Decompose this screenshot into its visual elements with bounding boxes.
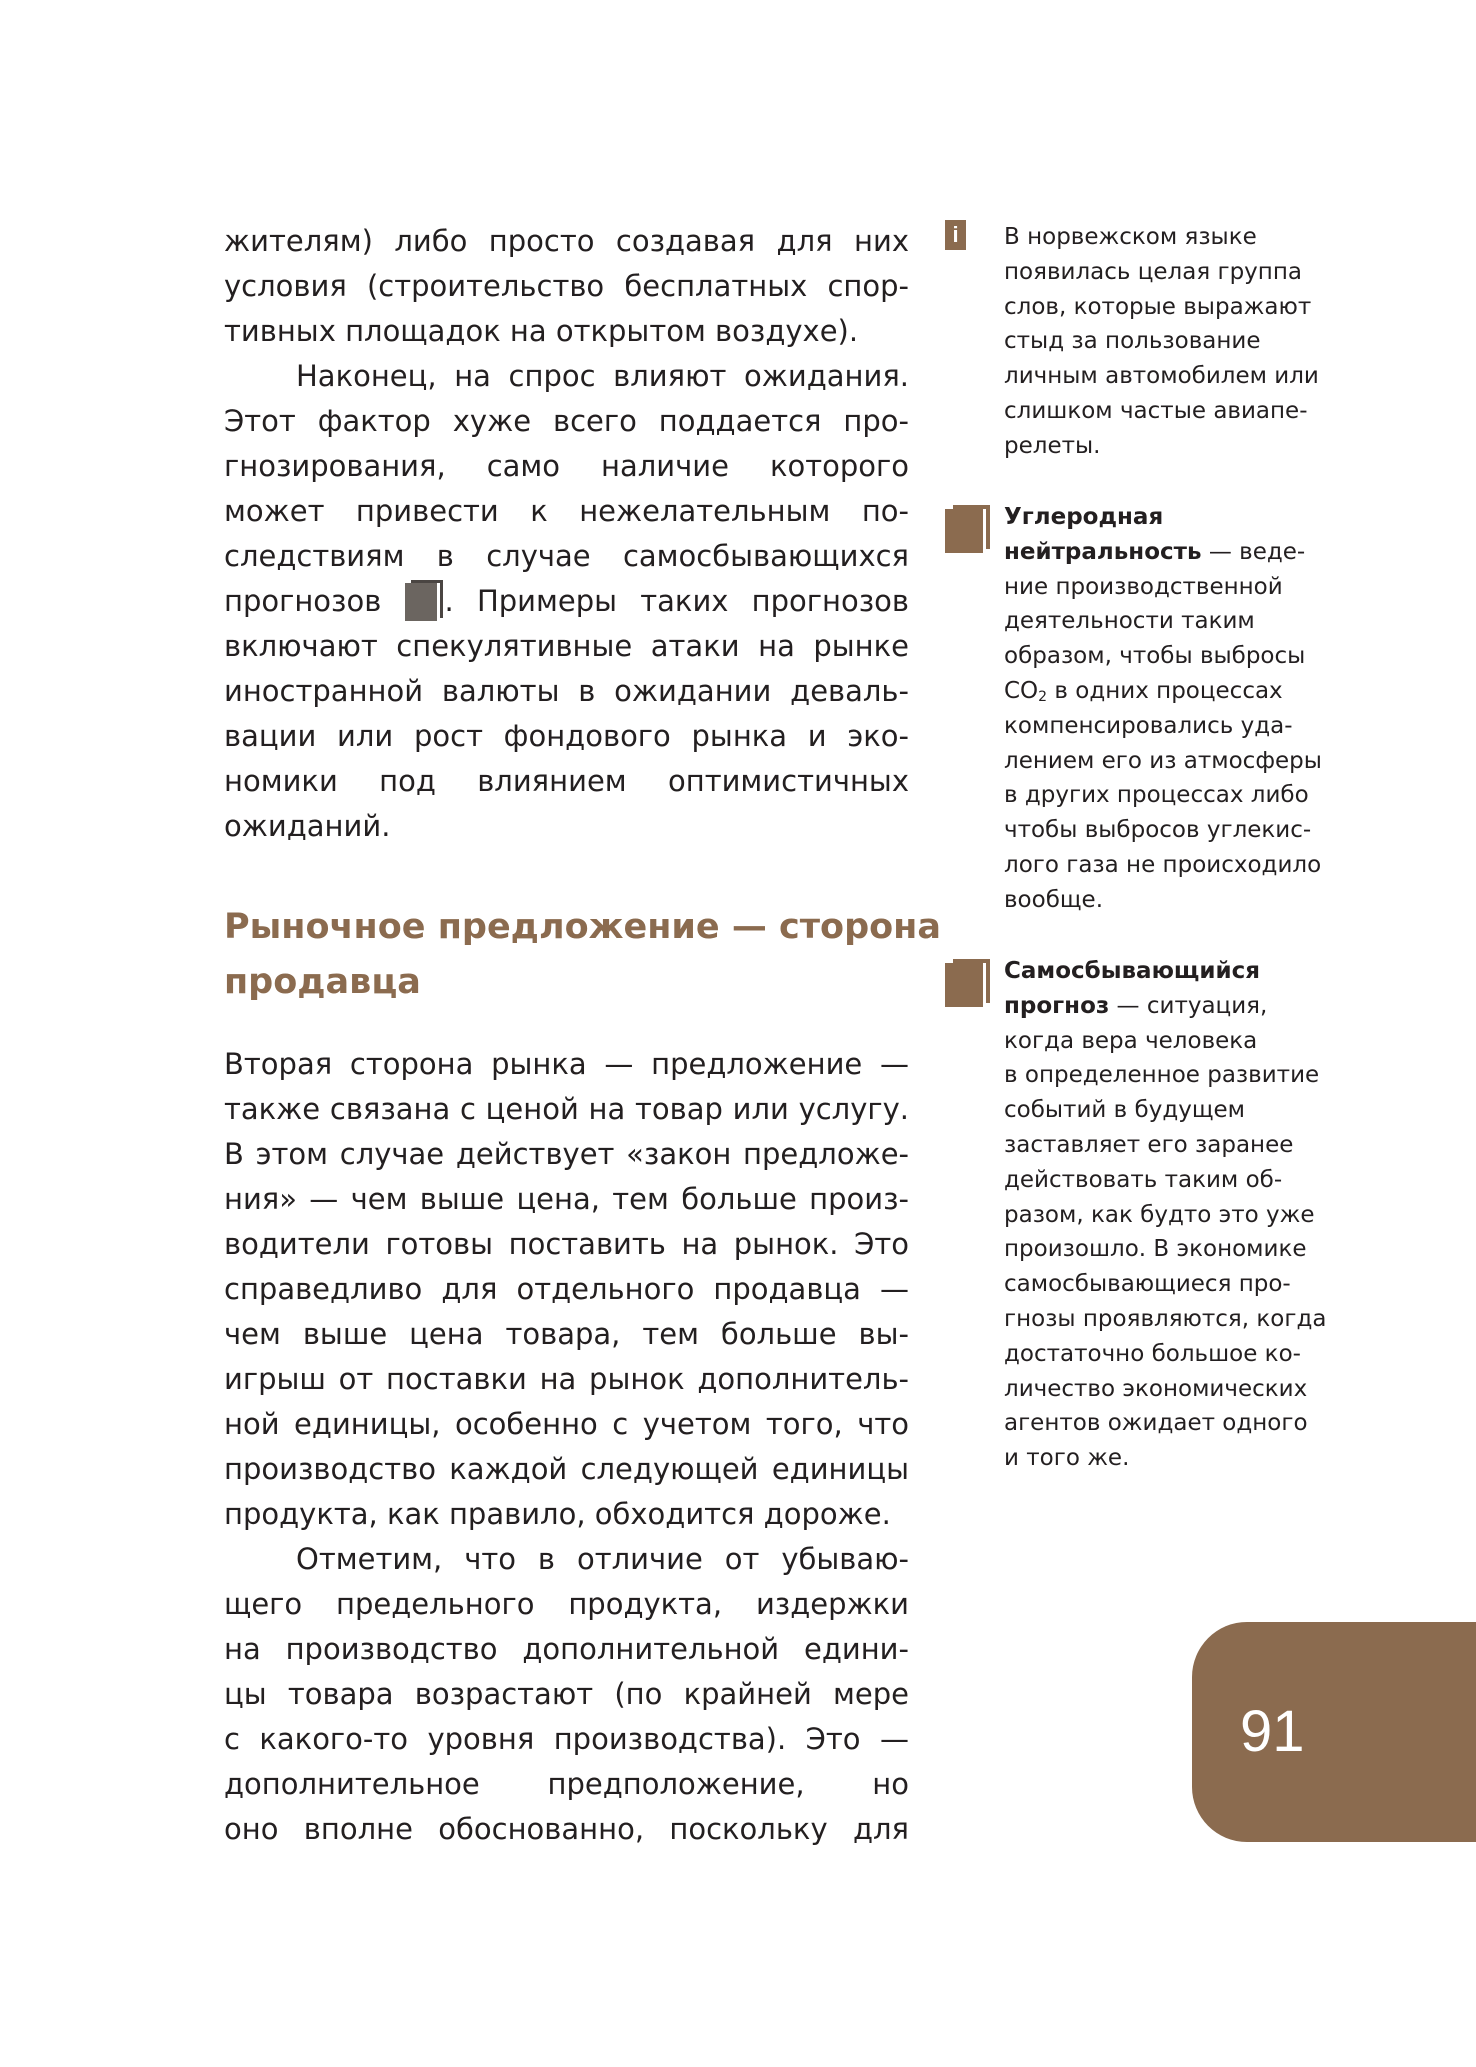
text-segment: чтобы выбросов углекис- (1004, 817, 1312, 844)
sidenote-line (1004, 989, 1354, 1024)
sidenote-line (1004, 1441, 1354, 1476)
sidenote-line (1004, 500, 1354, 535)
sidenote-line (1004, 813, 1354, 848)
section-heading-line: Рыночное предложение — сторона (224, 907, 941, 947)
sidenote-line (1004, 1093, 1354, 1128)
term: нейтральность (1004, 538, 1202, 565)
text-line (224, 1402, 909, 1447)
sidenote-norwegian (1004, 220, 1354, 464)
term: прогноз (1004, 992, 1110, 1019)
text-segment: агентов ожидает одного (1004, 1410, 1308, 1437)
text-segment: деятельности таким (1004, 608, 1255, 635)
text-segment: дополнительное предположение, но (224, 1767, 909, 1801)
text-segment: Этот фактор хуже всего поддается про- (224, 404, 909, 438)
text-segment: действовать таким об- (1004, 1166, 1283, 1193)
text-segment: гнозы проявляются, когда (1004, 1305, 1327, 1332)
subscript: 2 (1038, 688, 1048, 705)
sidenote-line (1004, 1058, 1354, 1093)
text-segment: номики под влиянием оптимистичных (224, 764, 909, 798)
text-line (224, 264, 909, 309)
text-segment: может привести к нежелательным по- (224, 494, 909, 528)
sidenote-line (1004, 220, 1354, 255)
text-segment: жителям) либо просто создавая для них (224, 224, 909, 258)
text-segment: лением его из атмосферы (1004, 747, 1322, 774)
text-segment: вации или рост фондового рынка и эко- (224, 719, 909, 753)
text-segment: водители готовы поставить на рынок. Это (224, 1227, 909, 1261)
text-line (224, 1222, 909, 1267)
text-segment: ной единицы, особенно с учетом того, что (224, 1407, 909, 1441)
text-segment: в определенное развитие (1004, 1062, 1320, 1089)
book-icon (945, 505, 989, 553)
text-line (224, 1627, 909, 1672)
text-line (224, 1357, 909, 1402)
text-segment: достаточно большое ко- (1004, 1340, 1301, 1367)
text-segment: появилась целая группа (1004, 258, 1302, 285)
sidenote-line (1004, 290, 1354, 325)
text-segment: производство каждой следующей единицы (224, 1452, 909, 1486)
text-line (224, 1807, 909, 1852)
text-segment: В норвежском языке (1004, 224, 1257, 250)
text-line (224, 1492, 909, 1537)
text-segment: — ситуация, (1109, 992, 1268, 1019)
text-segment: лого газа не происходило (1004, 851, 1322, 878)
text-line (224, 444, 909, 489)
text-line (224, 1447, 909, 1492)
term: Самосбывающийся (1004, 958, 1260, 984)
text-segment: прогнозов (224, 584, 405, 618)
sidenote-line (1004, 394, 1354, 429)
text-segment: гнозирования, само наличие которого (224, 449, 909, 483)
text-line (224, 1537, 909, 1582)
book-icon (405, 580, 445, 620)
sidenote-line (1004, 1337, 1354, 1372)
sidenote-line (1004, 1372, 1354, 1407)
sidenote-carbon-neutrality (1004, 500, 1354, 918)
text-segment: чем выше цена товара, тем больше вы- (224, 1317, 909, 1351)
sidenote-line (1004, 1267, 1354, 1302)
text-segment: событий в будущем (1004, 1097, 1246, 1124)
text-segment: ожиданий. (224, 809, 391, 843)
sidenote-line (1004, 429, 1354, 464)
text-line (224, 624, 909, 669)
text-segment: компенсировались уда- (1004, 712, 1293, 739)
text-segment: . Примеры таких прогнозов (444, 584, 909, 618)
page-number-tab (1192, 1622, 1476, 1842)
text-segment: ния» — чем выше цена, тем больше произ- (224, 1182, 909, 1216)
text-line (224, 1582, 909, 1627)
formula: CO (1004, 677, 1039, 704)
text-segment: и того же. (1004, 1445, 1130, 1472)
sidenote-line (1004, 1406, 1354, 1441)
text-segment: ние производственной (1004, 573, 1283, 600)
sidenote-self-fulfilling-prophecy (1004, 954, 1354, 1476)
text-segment: разом, как будто это уже (1004, 1201, 1315, 1228)
text-line (224, 1087, 909, 1132)
text-segment: справедливо для отдельного продавца — (224, 1272, 909, 1306)
text-line (224, 399, 909, 444)
text-line (224, 489, 909, 534)
text-segment: на производство дополнительной едини- (224, 1632, 909, 1666)
text-line (224, 1312, 909, 1357)
text-segment: личным автомобилем или (1004, 363, 1319, 390)
text-line (224, 1177, 909, 1222)
page-number: 91 (1240, 1699, 1305, 1764)
text-segment: щего предельного продукта, издержки (224, 1587, 909, 1621)
sidenote-line (1004, 954, 1354, 989)
text-line (224, 219, 909, 264)
text-segment: Вторая сторона рынка — предложение — (224, 1047, 909, 1081)
text-line (224, 1717, 909, 1762)
sidenote-line (1004, 848, 1354, 883)
text-segment: включают спекулятивные атаки на рынке (224, 629, 909, 663)
text-segment: произошло. В экономике (1004, 1236, 1307, 1263)
sidenote-line (1004, 1163, 1354, 1198)
sidenote-line (1004, 709, 1354, 744)
text-segment: образом, чтобы выбросы (1004, 643, 1306, 670)
sidenote-line (1004, 674, 1354, 709)
main-text-block-1 (224, 219, 909, 849)
text-segment: релеты. (1004, 432, 1101, 459)
sidenote-line (1004, 1302, 1354, 1337)
text-segment: вообще. (1004, 886, 1104, 913)
text-segment: Отметим, что в отличие от убываю- (296, 1542, 909, 1576)
text-segment: цы товара возрастают (по крайней мере (224, 1677, 909, 1711)
text-segment: игрыш от поставки на рынок дополнитель- (224, 1362, 909, 1396)
sidenote-line (1004, 535, 1354, 570)
book-icon (945, 959, 989, 1007)
text-segment: стыд за пользование (1004, 328, 1261, 355)
text-line (224, 1132, 909, 1177)
text-line (224, 1672, 909, 1717)
sidenote-line (1004, 883, 1354, 918)
sidenote-line (1004, 1232, 1354, 1267)
text-segment: иностранной валюты в ожидании деваль- (224, 674, 909, 708)
info-icon: i (945, 220, 966, 250)
text-segment: слишком частые авиапе- (1004, 397, 1308, 424)
term: Углеродная (1004, 504, 1164, 530)
text-segment: личество экономических (1004, 1375, 1308, 1402)
text-line (224, 354, 909, 399)
sidenote-line (1004, 1198, 1354, 1233)
text-line (224, 579, 909, 624)
text-segment: в одних процессах (1047, 677, 1283, 704)
text-segment: Наконец, на спрос влияют ожидания. (296, 359, 909, 393)
sidenote-line (1004, 359, 1354, 394)
text-line (224, 1267, 909, 1312)
text-segment: В этом случае действует «закон предложе- (224, 1137, 909, 1171)
text-segment: также связана с ценой на товар или услугу. (224, 1092, 909, 1126)
sidenote-line (1004, 570, 1354, 605)
sidenote-line (1004, 324, 1354, 359)
text-line (224, 669, 909, 714)
text-line (224, 759, 909, 804)
text-segment: следствиям в случае самосбывающихся (224, 539, 909, 573)
text-segment: тивных площадок на открытом воздухе). (224, 314, 859, 348)
text-line (224, 534, 909, 579)
text-line (224, 1762, 909, 1807)
text-line (224, 1042, 909, 1087)
text-segment: оно вполне обоснованно, поскольку для (224, 1812, 909, 1846)
text-segment: условия (строительство бесплатных спор- (224, 269, 909, 303)
sidenote-line (1004, 778, 1354, 813)
text-segment: слов, которые выражают (1004, 293, 1312, 320)
main-text-block-2 (224, 1042, 909, 1852)
text-segment: когда вера человека (1004, 1027, 1258, 1054)
text-line (224, 804, 909, 849)
text-segment: самосбывающиеся про- (1004, 1271, 1291, 1298)
text-line (224, 309, 909, 354)
sidenote-line (1004, 1128, 1354, 1163)
text-line (224, 714, 909, 759)
text-segment: в других процессах либо (1004, 782, 1309, 809)
section-heading (224, 900, 941, 1010)
sidenote-line (1004, 1024, 1354, 1059)
text-segment: продукта, как правило, обходится дороже. (224, 1497, 891, 1531)
section-heading-line: продавца (224, 962, 421, 1002)
sidenote-line (1004, 255, 1354, 290)
text-segment: — веде- (1201, 538, 1306, 565)
text-segment: заставляет его заранее (1004, 1131, 1294, 1158)
sidenote-line (1004, 744, 1354, 779)
sidenote-line (1004, 604, 1354, 639)
sidenote-line (1004, 639, 1354, 674)
text-segment: с какого-то уровня производства). Это — (224, 1722, 909, 1756)
